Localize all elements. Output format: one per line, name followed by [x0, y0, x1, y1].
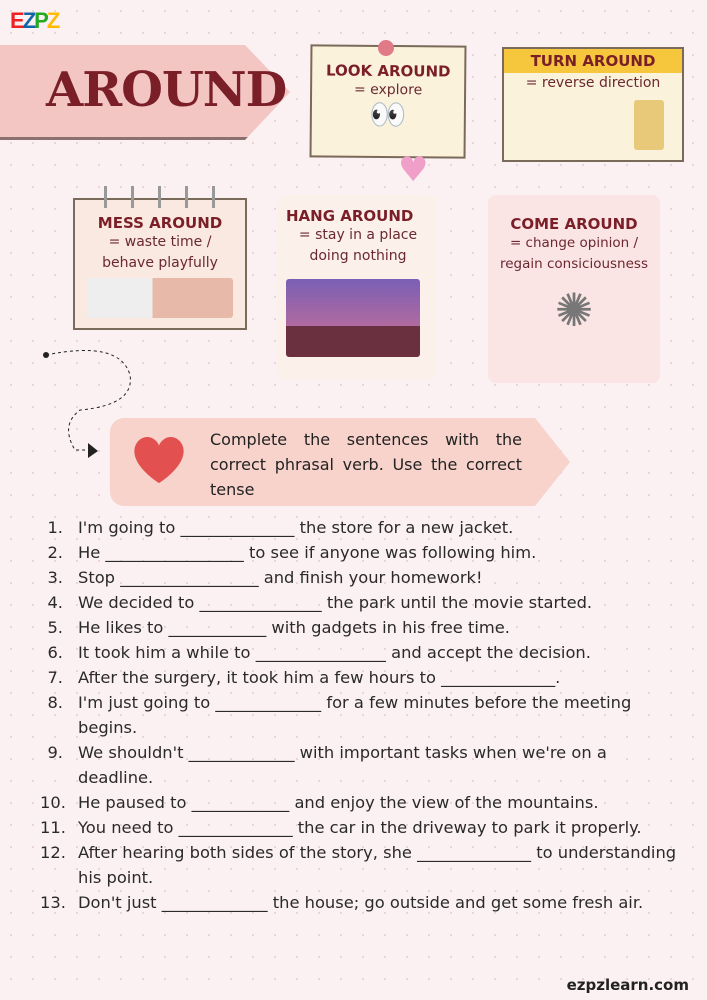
exercise-item — [40, 565, 680, 590]
item-text: Stop _________________ and finish your homework! — [78, 568, 483, 587]
heart-clip-icon: ♥ — [398, 150, 429, 190]
item-text: Don't just _____________ the house; go outside and get some fresh air. — [78, 893, 644, 912]
item-text: He paused to ____________ and enjoy the view of the mountains. — [78, 793, 599, 812]
exercise-item — [40, 665, 680, 690]
item-number: 6. — [47, 643, 63, 662]
card-title: HANG AROUND — [286, 207, 414, 225]
card-definition: = reverse direction — [525, 75, 661, 91]
exercise-item — [40, 590, 680, 615]
exercise-item — [40, 890, 680, 915]
item-number: 11. — [40, 818, 66, 837]
card-title: COME AROUND — [510, 215, 638, 233]
item-text: We shouldn't _____________ with important tasks when we're on a deadline. — [78, 743, 607, 787]
exercise-item — [40, 815, 680, 840]
item-number: 3. — [47, 568, 63, 587]
item-text: We decided to _______________ the park until the movie started. — [78, 593, 593, 612]
exercise-item — [40, 790, 680, 815]
card-definition: = waste time / behave playfully — [102, 234, 218, 271]
item-text: You need to ______________ the car in the driveway to park it properly. — [78, 818, 642, 837]
spiral-binding-icon — [98, 186, 223, 208]
eyes-icon: 👀 — [369, 97, 407, 134]
exercise-item — [40, 740, 680, 790]
exercise-item — [40, 540, 680, 565]
item-number: 7. — [47, 668, 63, 687]
item-number: 9. — [47, 743, 63, 762]
stick-figure-icon: ✺ — [554, 283, 594, 337]
hang-illustration — [286, 279, 420, 357]
card-come-around — [488, 195, 660, 383]
exercise-item — [40, 515, 680, 540]
card-definition: = stay in a place doing nothing — [298, 227, 418, 264]
exercise-item — [40, 640, 680, 665]
item-number: 2. — [47, 543, 63, 562]
card-definition: = explore — [353, 81, 423, 99]
card-look-around — [310, 44, 467, 158]
item-number: 8. — [47, 693, 63, 712]
exercise-item — [40, 690, 680, 740]
item-number: 1. — [47, 518, 63, 537]
card-title: TURN AROUND — [504, 49, 682, 73]
instructions: Complete the sentences with the correct phrasal verb. Use the correct tense — [210, 430, 522, 499]
mess-illustration — [87, 278, 233, 318]
ezpz-logo: EZPZ — [10, 8, 59, 33]
item-text: He _________________ to see if anyone was following him. — [78, 543, 537, 562]
item-text: He likes to ____________ with gadgets in his free time. — [78, 618, 510, 637]
heart-icon — [130, 430, 188, 488]
card-title: MESS AROUND — [97, 214, 223, 232]
card-title: LOOK AROUND — [325, 61, 451, 81]
item-text: I'm going to ______________ the store for a new jacket. — [78, 518, 514, 537]
item-text: After the surgery, it took him a few hours to ______________. — [78, 668, 561, 687]
card-hang-around — [278, 195, 438, 380]
item-number: 13. — [40, 893, 66, 912]
page-title: AROUND — [46, 62, 287, 118]
item-text: I'm just going to _____________ for a few minutes before the meeting begins. — [78, 693, 632, 737]
exercise-list — [40, 515, 680, 915]
pin-icon — [378, 40, 394, 56]
item-number: 10. — [40, 793, 66, 812]
item-number: 5. — [47, 618, 63, 637]
exercise-item — [40, 615, 680, 640]
turn-illustration — [634, 100, 664, 150]
item-text: It took him a while to ________________ and accept the decision. — [78, 643, 591, 662]
card-definition: = change opinion / regain consiciousness — [500, 235, 648, 272]
item-number: 12. — [40, 843, 66, 862]
card-mess-around — [73, 198, 247, 330]
item-text: After hearing both sides of the story, she ______________ to understanding his point. — [78, 843, 677, 887]
item-number: 4. — [47, 593, 63, 612]
card-turn-around — [502, 47, 684, 162]
exercise-item — [40, 840, 680, 890]
footer-website: ezpzlearn.com — [566, 976, 689, 994]
